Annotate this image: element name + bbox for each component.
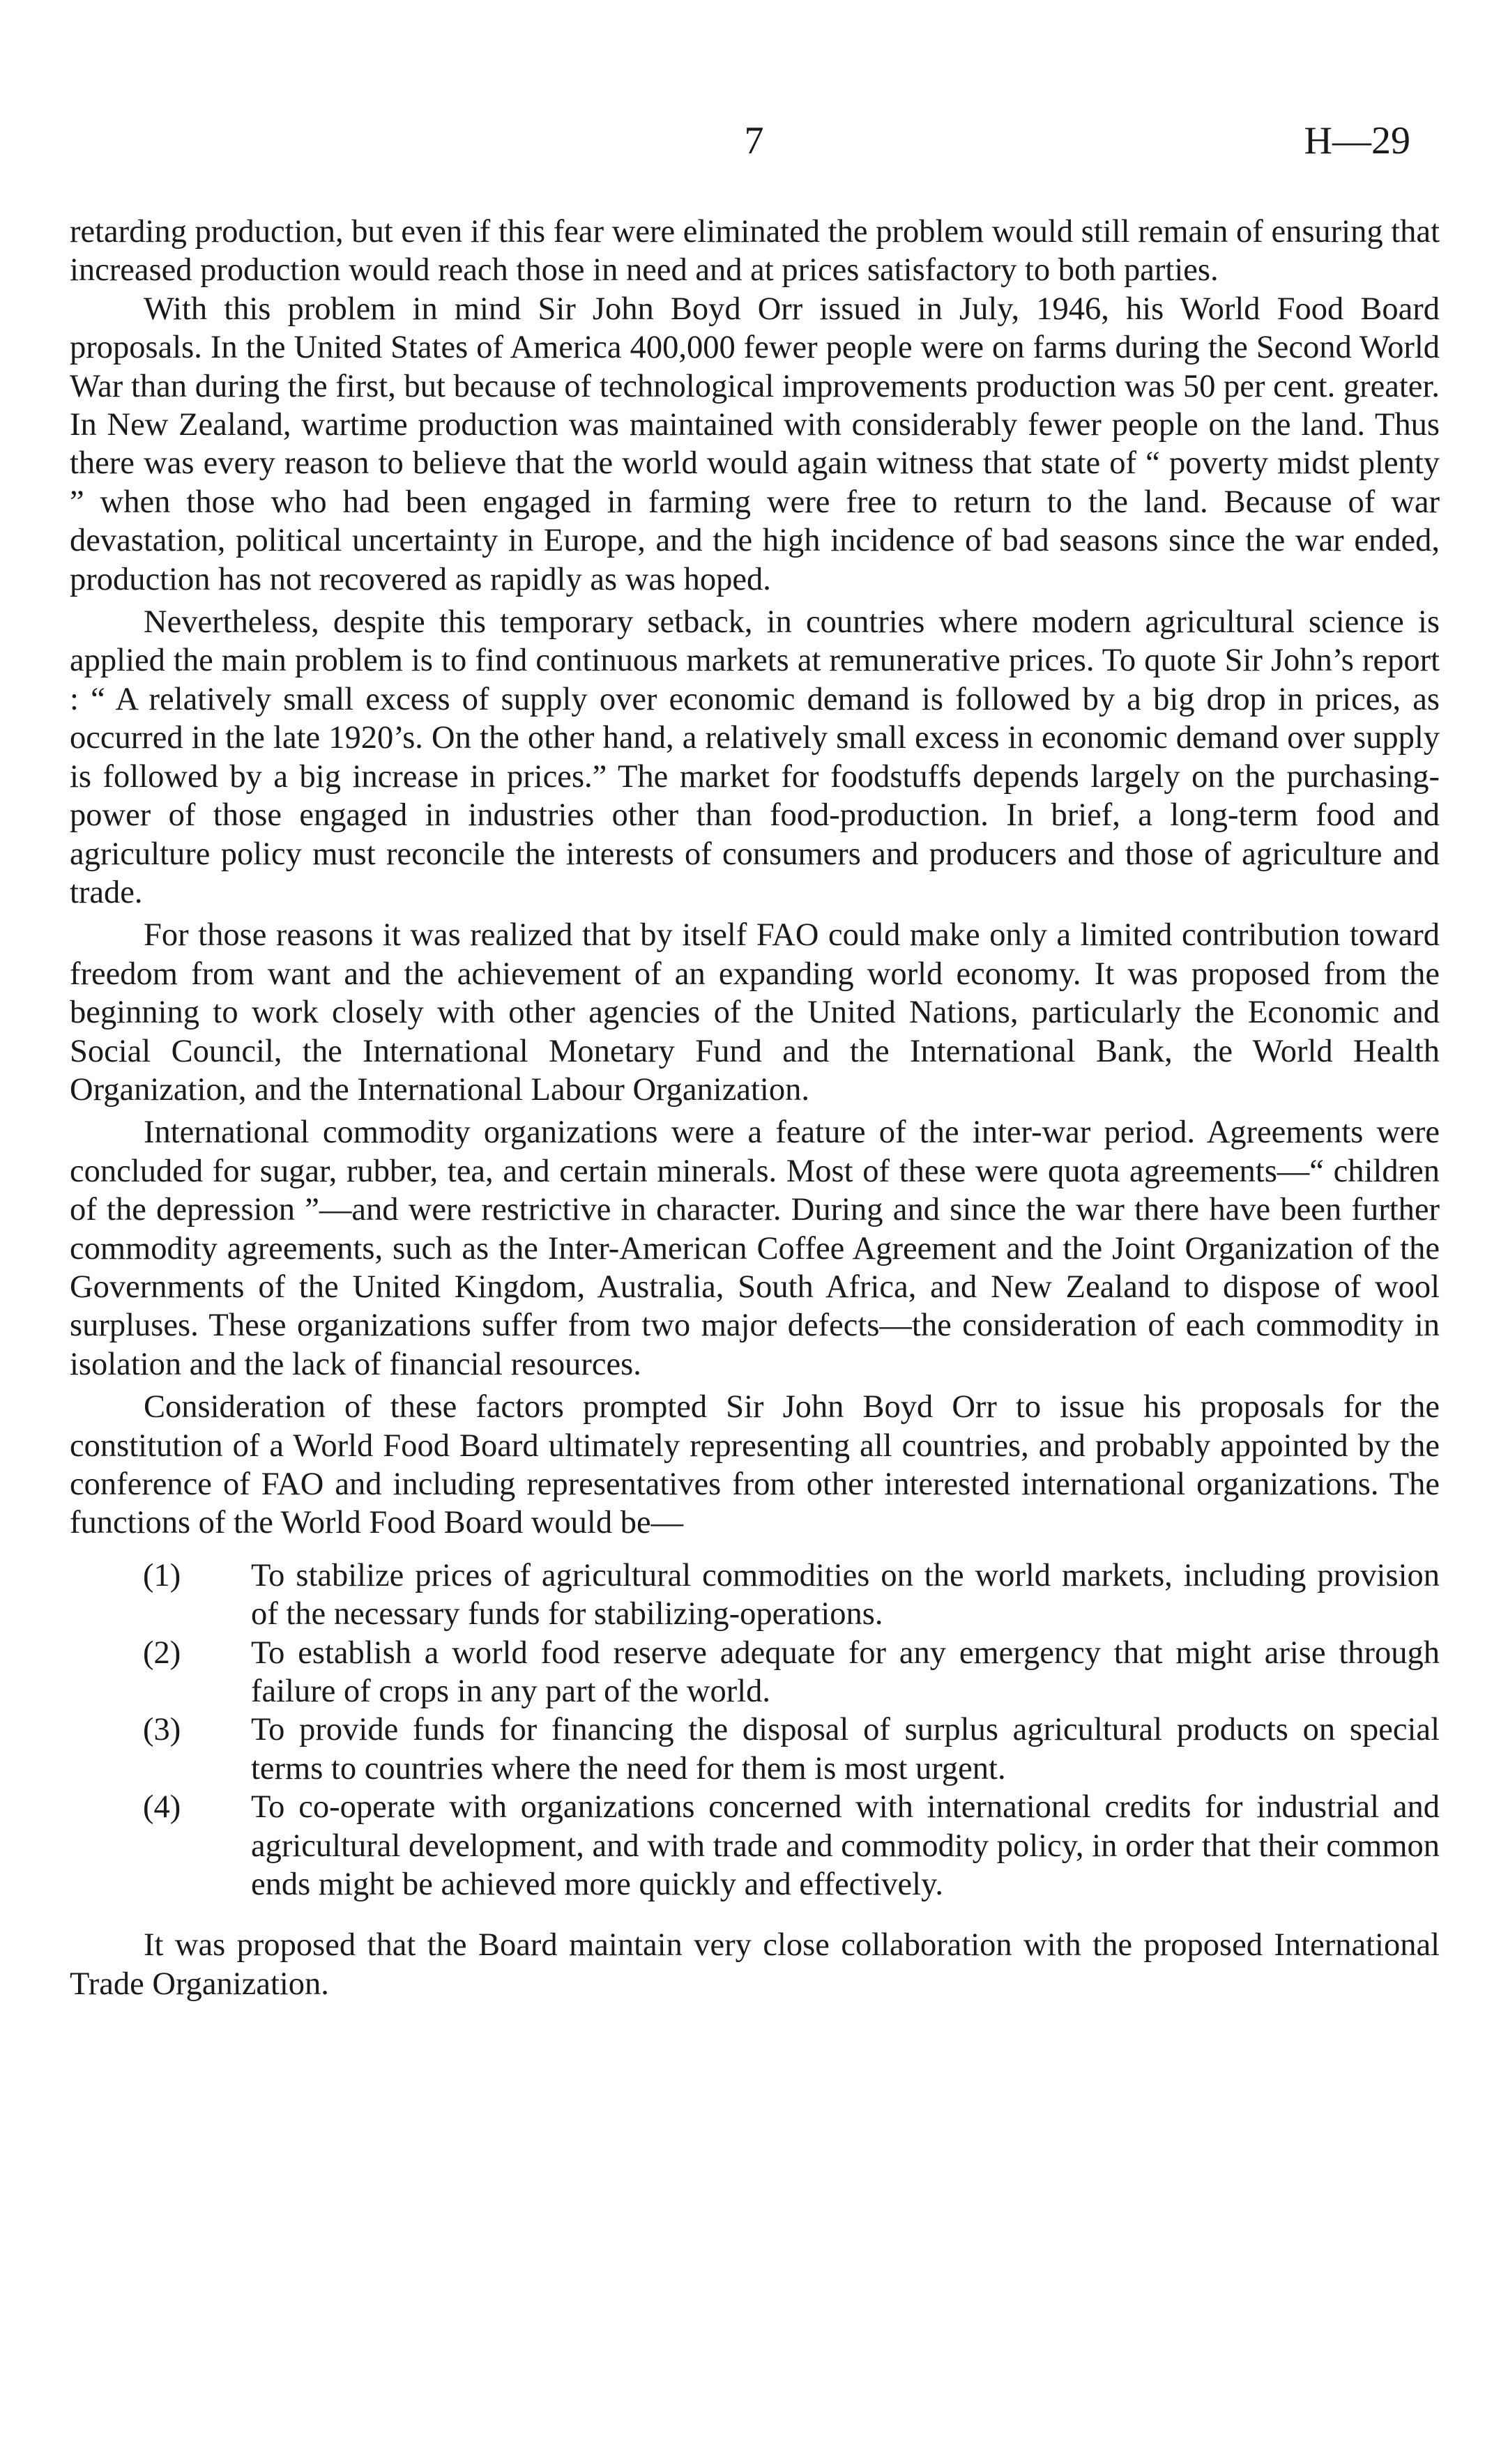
list-item-text: To provide funds for financing the disposal of surplus agricultural products on special terms to countries where the need for them is most urgent. (251, 1712, 1440, 1786)
paragraph: With this problem in mind Sir John Boyd Orr issued in July, 1946, his World Food Board proposals. In the United States of America 400,000 fewer people were on farms during the Second World War than during the first, but because of technological improvements production was 50 per cent. greater. In New Zealand, wartime production was maintained with considerably fewer people on the land. Thus there was every reason to believe that the world would again witness that state of “ poverty midst plenty ” when those who had been engaged in farming were free to return to the land. Because of war devastation, political uncertainty in Europe, and the high incidence of bad seasons since the war ended, production has not recovered as rapidly as was hoped. (70, 291, 1440, 597)
functions-list (70, 1556, 1440, 1904)
list-item-number: (3) (143, 1712, 181, 1748)
paragraph: Consideration of these factors prompted Sir John Boyd Orr to issue his proposals for the constitution of a World Food Board ultimately representing all countries, and probably appointed by the conference of FAO and including representatives from other interested international organizations. The functions of the World Food Board would be— (70, 1389, 1440, 1541)
document-code: H—29 (1304, 119, 1410, 162)
list-item-number: (4) (143, 1789, 181, 1826)
list-item (70, 1634, 1440, 1711)
closing-paragraph: It was proposed that the Board maintain very close collaboration with the proposed International Trade Organization. (70, 1927, 1440, 2002)
page-header (70, 118, 1438, 174)
list-item-text: To establish a world food reserve adequate for any emergency that might arise through failure of crops in any part of the world. (251, 1635, 1440, 1710)
page-number: 7 (744, 119, 764, 162)
list-item-text: To co-operate with organizations concerned with international credits for industrial and agricultural development, and with trade and commodity policy, in order that their common ends might be achieved more quickly and effectively. (251, 1789, 1440, 1903)
paragraph: International commodity organizations were a feature of the inter-war period. Agreements were concluded for sugar, rubber, tea, and certain minerals. Most of these were quota agreements—“ children of the depression ”—and were restrictive in character. During and since the war there have been further commodity agreements, such as the Inter-American Coffee Agreement and the Joint Organization of the Governments of the United Kingdom, Australia, South Africa, and New Zealand to dispose of wool surpluses. These organizations suffer from two major defects—the consideration of each commodity in isolation and the lack of financial resources. (70, 1115, 1440, 1382)
paragraph: retarding production, but even if this fear were eliminated the problem would still remain of ensuring that increased production would reach those in need and at prices satisfactory to both parties. (70, 214, 1440, 289)
list-item (70, 1556, 1440, 1634)
list-item (70, 1711, 1440, 1788)
list-item-number: (2) (143, 1635, 181, 1671)
paragraph: Nevertheless, despite this temporary setback, in countries where modern agricultural science is applied the main problem is to find continuous markets at remunerative prices. To quote Sir John’s report : “ A relatively small excess of supply over economic demand is followed by a big drop in prices, as occurred in the late 1920’s. On the other hand, a relatively small excess in economic demand over supply is followed by a big increase in prices.” The market for foodstuffs depends largely on the purchasing-power of those engaged in industries other than food-production. In brief, a long-term food and agriculture policy must reconcile the interests of consumers and producers and those of agriculture and trade. (70, 604, 1440, 910)
list-item (70, 1788, 1440, 1904)
body-text (70, 213, 1440, 2003)
list-item-number: (1) (143, 1557, 181, 1593)
paragraph: For those reasons it was realized that by itself FAO could make only a limited contribution toward freedom from want and the achievement of an expanding world economy. It was proposed from the beginning to work closely with other agencies of the United Nations, particularly the Economic and Social Council, the International Monetary Fund and the International Bank, the World Health Organization, and the International Labour Organization. (70, 917, 1440, 1108)
list-item-text: To stabilize prices of agricultural commodities on the world markets, including provision of the necessary funds for stabilizing-operations. (251, 1557, 1440, 1632)
